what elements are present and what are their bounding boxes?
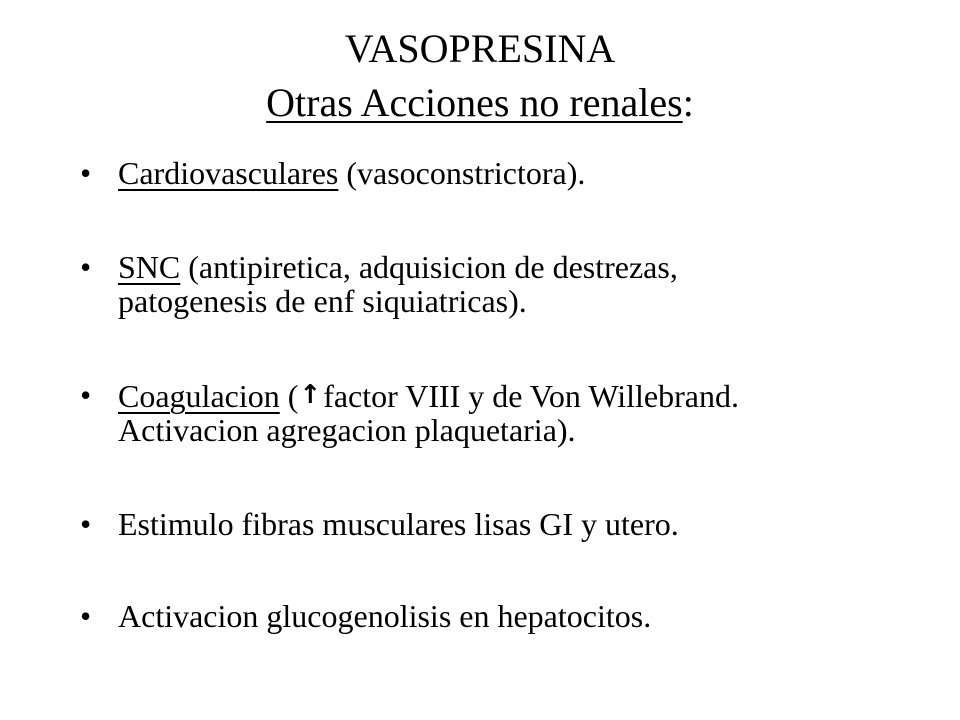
bullet-open-paren: ( — [279, 378, 299, 414]
bullet-item-cardiovasculares — [80, 156, 920, 190]
bullet-text-line2: patogenesis de enf siquiatricas). — [118, 283, 527, 319]
bullet-dot: • — [80, 155, 92, 191]
bullet-dot: • — [80, 377, 92, 413]
bullet-dot: • — [80, 249, 92, 285]
bullet-text: Activacion glucogenolisis en hepatocitos. — [118, 598, 652, 634]
slide-subtitle-colon: : — [682, 80, 694, 125]
bullet-item-activacion — [80, 599, 920, 633]
title-block — [0, 22, 960, 130]
bullet-text-line1: factor VIII y de Von Willebrand. — [323, 378, 739, 414]
bullet-text-line2: Activacion agregacion plaquetaria). — [118, 412, 576, 448]
bullet-item-estimulo — [80, 507, 920, 541]
bullet-term: Coagulacion — [118, 378, 280, 414]
bullet-text-line1: (antipiretica, adquisicion de destrezas, — [180, 249, 678, 285]
bullet-dot: • — [80, 506, 92, 542]
bullet-item-coagulacion — [80, 378, 920, 447]
arrow-up-icon: ↑ — [299, 380, 322, 410]
bullet-dot: • — [80, 598, 92, 634]
bullet-item-snc — [80, 250, 920, 318]
slide-title: VASOPRESINA — [344, 26, 616, 71]
bullet-text: (vasoconstrictora). — [338, 155, 586, 191]
bullet-text: Estimulo fibras musculares lisas GI y utero. — [118, 506, 679, 542]
bullet-term: SNC — [118, 249, 181, 285]
slide-subtitle: Otras Acciones no renales — [266, 80, 683, 125]
bullet-list — [80, 156, 920, 633]
bullet-term: Cardiovasculares — [118, 155, 339, 191]
slide-subtitle-line — [0, 76, 960, 130]
